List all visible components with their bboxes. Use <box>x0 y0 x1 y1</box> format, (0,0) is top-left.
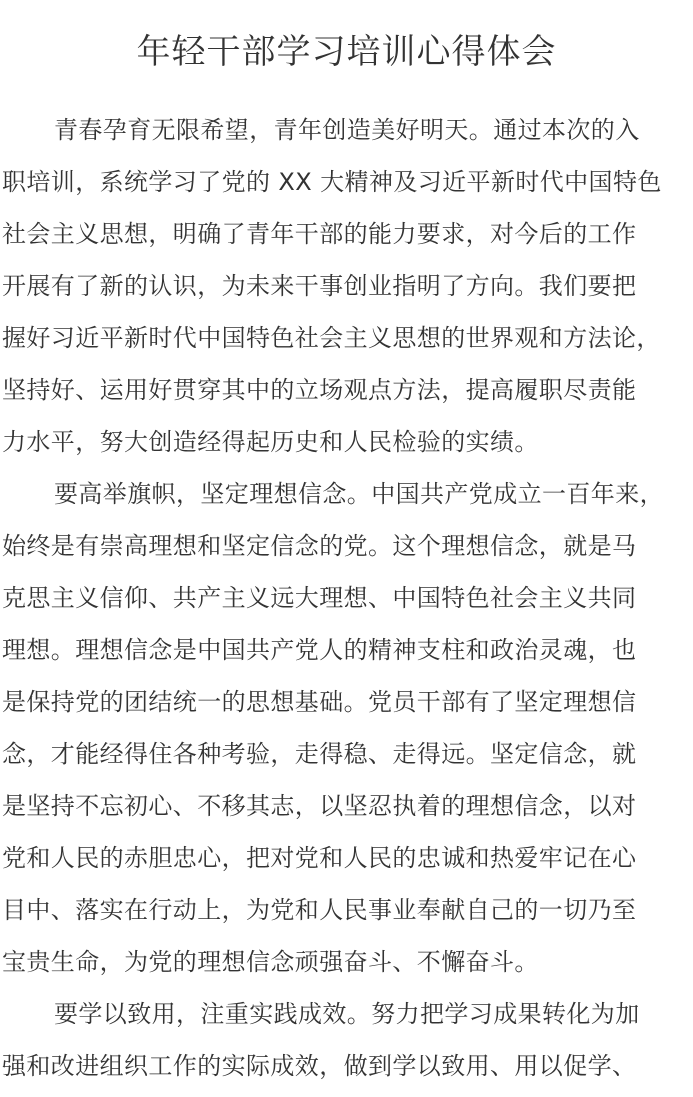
text-line: 要高举旗帜，坚定理想信念。中国共产党成立一百年来， <box>54 480 664 508</box>
document-body <box>0 104 693 1092</box>
text-line: 坚持好、运用好贯穿其中的立场观点方法，提高履职尽责能 <box>2 376 637 404</box>
document-title: 年轻干部学习培训心得体会 <box>136 32 557 72</box>
text-line: 是坚持不忘初心、不移其志，以坚忍执着的理想信念，以对 <box>2 792 637 820</box>
text-line: 念，才能经得住各种考验，走得稳、走得远。坚定信念，就 <box>2 740 637 768</box>
text-line: 始终是有崇高理想和坚定信念的党。这个理想信念，就是马 <box>2 532 637 560</box>
text-line: 开展有了新的认识，为未来干事创业指明了方向。我们要把 <box>2 272 637 300</box>
text-line: 党和人民的赤胆忠心，把对党和人民的忠诚和热爱牢记在心 <box>2 844 637 872</box>
text-line: 社会主义思想，明确了青年干部的能力要求，对今后的工作 <box>2 220 637 248</box>
text-line: 力水平，努大创造经得起历史和人民检验的实绩。 <box>2 428 539 456</box>
text-line: 要学以致用，注重实践成效。努力把学习成果转化为加 <box>54 1000 640 1028</box>
text-line: 克思主义信仰、共产主义远大理想、中国特色社会主义共同 <box>2 584 637 612</box>
text-line: 目中、落实在行动上，为党和人民事业奉献自己的一切乃至 <box>2 896 637 924</box>
text-line: 职培训，系统学习了党的 XX 大精神及习近平新时代中国特色 <box>2 168 662 196</box>
text-line: 青春孕育无限希望，青年创造美好明天。通过本次的入 <box>54 116 640 144</box>
text-line: 握好习近平新时代中国特色社会主义思想的世界观和方法论， <box>2 324 661 352</box>
text-line: 强和改进组织工作的实际成效，做到学以致用、用以促学、 <box>2 1052 637 1080</box>
text-line: 理想。理想信念是中国共产党人的精神支柱和政治灵魂，也 <box>2 636 637 664</box>
text-line: 宝贵生命，为党的理想信念顽强奋斗、不懈奋斗。 <box>2 948 539 976</box>
text-line: 是保持党的团结统一的思想基础。党员干部有了坚定理想信 <box>2 688 637 716</box>
